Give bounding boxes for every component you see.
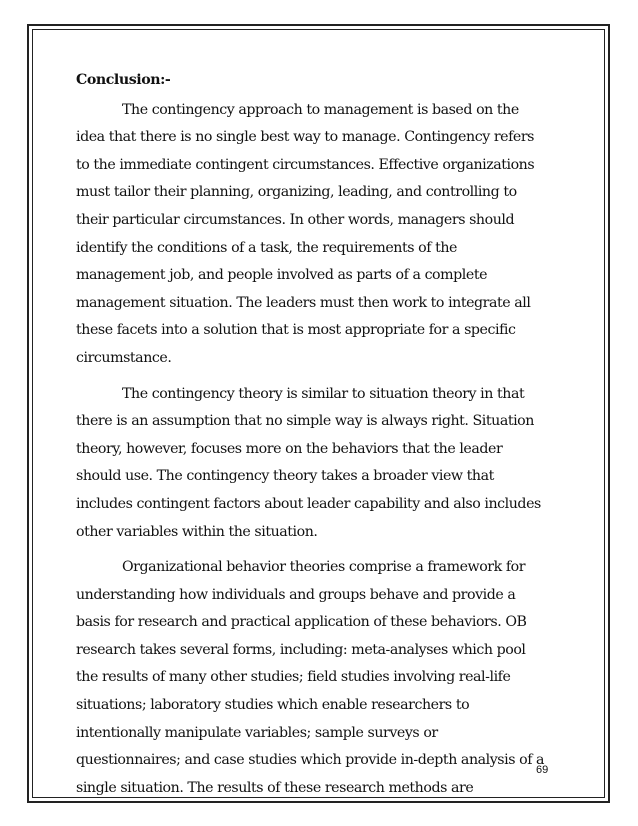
page-number: 69 (536, 764, 549, 776)
paragraph-2: The contingency theory is similar to situation theory in that there is an assumption that no simple way is always right. Situation theory, however, focuses more on the behaviors that the leader should use. The contingency theory takes a broader view that includes contingent factors about leader capability and also includes other variables within the situation. (76, 385, 541, 540)
section-heading: Conclusion:- (76, 72, 171, 88)
paragraph-3: Organizational behavior theories comprise a framework for understanding how individuals and groups behave and provide a basis for research and practical application of these behaviors. OB research takes several forms, including: meta-analyses which pool the results of many other studies; field studies involving real-life situations; laboratory studies which enable researchers to intentionally manipulate variables; sample surveys or questionnaires; and case studies which provide in-depth analysis of a single situation. The results of these research methods are (76, 559, 545, 796)
paragraph-1: The contingency approach to management is based on the idea that there is no single best way to manage. Contingency refers to the immediate contingent circumstances. Effective organizations must tailor their planning, organizing, leading, and controlling to their particular circumstances. In other words, managers should identify the conditions of a task, the requirements of the management job, and people involved as parts of a complete management situation. The leaders must then work to integrate all these facets into a solution that is most appropriate for a specific circumstance. (76, 101, 535, 366)
document-body (76, 67, 549, 810)
